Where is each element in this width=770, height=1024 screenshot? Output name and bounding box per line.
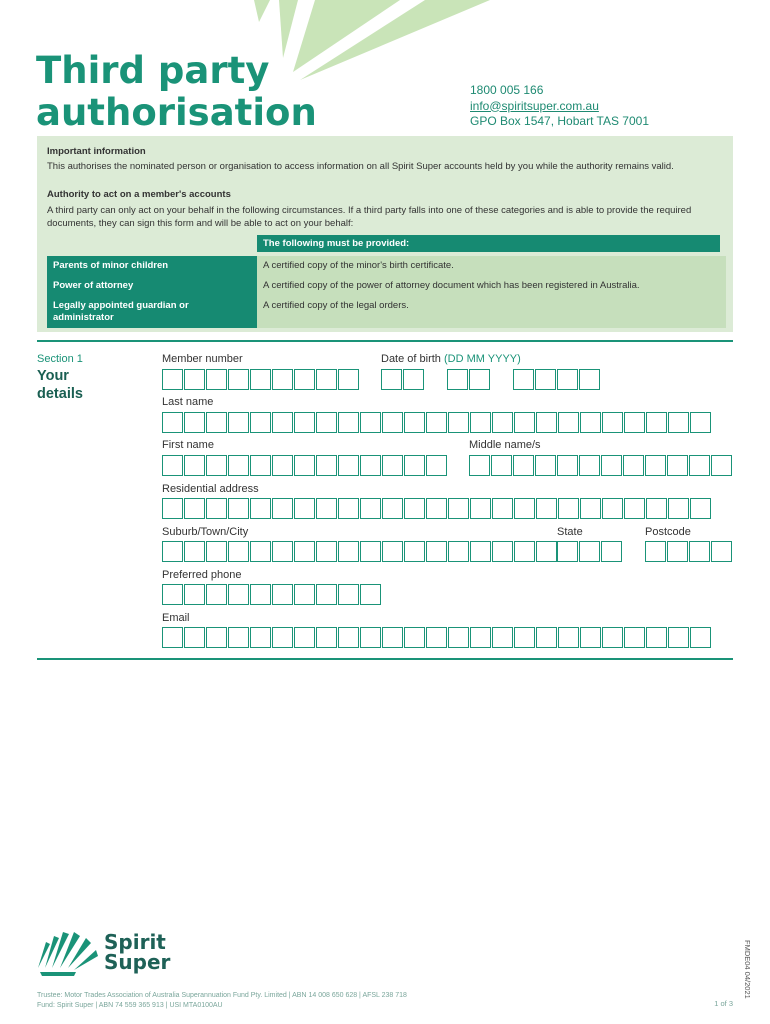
info-text: This authorises the nominated person or organisation to access information on all Spirit Super accounts held by you while the authority remains valid. [47, 161, 674, 172]
member-number-field[interactable] [162, 369, 359, 390]
section-divider-top [37, 340, 733, 342]
table-row-requirement: A certified copy of the power of attorney document which has been registered in Australia. [257, 276, 726, 296]
footer-fund: Fund: Spirit Super | ABN 74 559 365 913 | USI MTA0100AU [37, 1001, 223, 1009]
member-number-label: Member number [162, 353, 243, 365]
postcode-label: Postcode [645, 526, 691, 538]
table-row-category: Parents of minor children [47, 256, 262, 276]
section-divider-bottom [37, 658, 733, 660]
authority-text: A third party can only act on your behalf in the following circumstances. If a third party falls into one of these categories and is able to provide the required documents, they can sign this form and will be able to act on your behalf: [47, 205, 692, 229]
requirements-table-header: The following must be provided: [257, 235, 720, 252]
date-of-birth-label [381, 353, 521, 365]
section-title-line-2: details [37, 386, 83, 402]
spirit-super-logo-icon [36, 928, 100, 978]
contact-address: GPO Box 1547, Hobart TAS 7001 [470, 114, 649, 128]
title-line-1: Third party [36, 49, 270, 92]
preferred-phone-field[interactable] [162, 584, 381, 605]
middle-names-label: Middle name/s [469, 439, 541, 451]
email-label: Email [162, 612, 190, 624]
dob-year-field[interactable] [513, 369, 600, 390]
postcode-field[interactable] [645, 541, 732, 562]
contact-email-link[interactable]: info@spiritsuper.com.au [470, 98, 599, 113]
page-number: 1 of 3 [714, 999, 733, 1008]
dob-month-field[interactable] [447, 369, 490, 390]
residential-address-label: Residential address [162, 483, 259, 495]
date-format-hint: (DD MM YYYY) [443, 353, 521, 365]
first-name-field[interactable] [162, 455, 447, 476]
residential-address-field[interactable] [162, 498, 711, 519]
footer-trustee: Trustee: Motor Trades Association of Australia Superannuation Fund Pty. Limited | ABN 14 008 650 628 | AFSL 238 718 [37, 992, 407, 999]
important-information-panel [37, 136, 733, 332]
contact-block [470, 83, 649, 130]
preferred-phone-label: Preferred phone [162, 569, 242, 581]
footer-legal [37, 991, 407, 1010]
table-row-category: Legally appointed guardian or administrator [47, 296, 262, 328]
state-label: State [557, 526, 583, 538]
title-line-2: authorisation [36, 91, 317, 134]
middle-names-field[interactable] [469, 455, 732, 476]
section-number: Section 1 [37, 353, 83, 365]
brand-line-2: Super [104, 950, 171, 974]
page-title [36, 50, 366, 134]
contact-phone: 1800 005 166 [470, 83, 544, 97]
first-name-label: First name [162, 439, 214, 451]
section-title [37, 367, 127, 403]
form-code: FMDE04 04/2021 [743, 940, 752, 999]
state-field[interactable] [557, 541, 622, 562]
date-of-birth-text: Date of birth [381, 353, 441, 365]
table-row-category: Power of attorney [47, 276, 262, 296]
info-heading: Important information [47, 146, 146, 157]
table-row-requirement: A certified copy of the legal orders. [257, 296, 726, 328]
authority-heading: Authority to act on a member's accounts [47, 189, 231, 200]
brand-line-1: Spirit [104, 930, 166, 954]
last-name-field[interactable] [162, 412, 711, 433]
table-row-requirement: A certified copy of the minor's birth certificate. [257, 256, 726, 276]
section-title-line-1: Your [37, 368, 69, 384]
email-field[interactable] [162, 627, 711, 648]
brand-wordmark [104, 932, 170, 972]
last-name-label: Last name [162, 396, 214, 408]
dob-day-field[interactable] [381, 369, 424, 390]
suburb-label: Suburb/Town/City [162, 526, 249, 538]
suburb-field[interactable] [162, 541, 557, 562]
